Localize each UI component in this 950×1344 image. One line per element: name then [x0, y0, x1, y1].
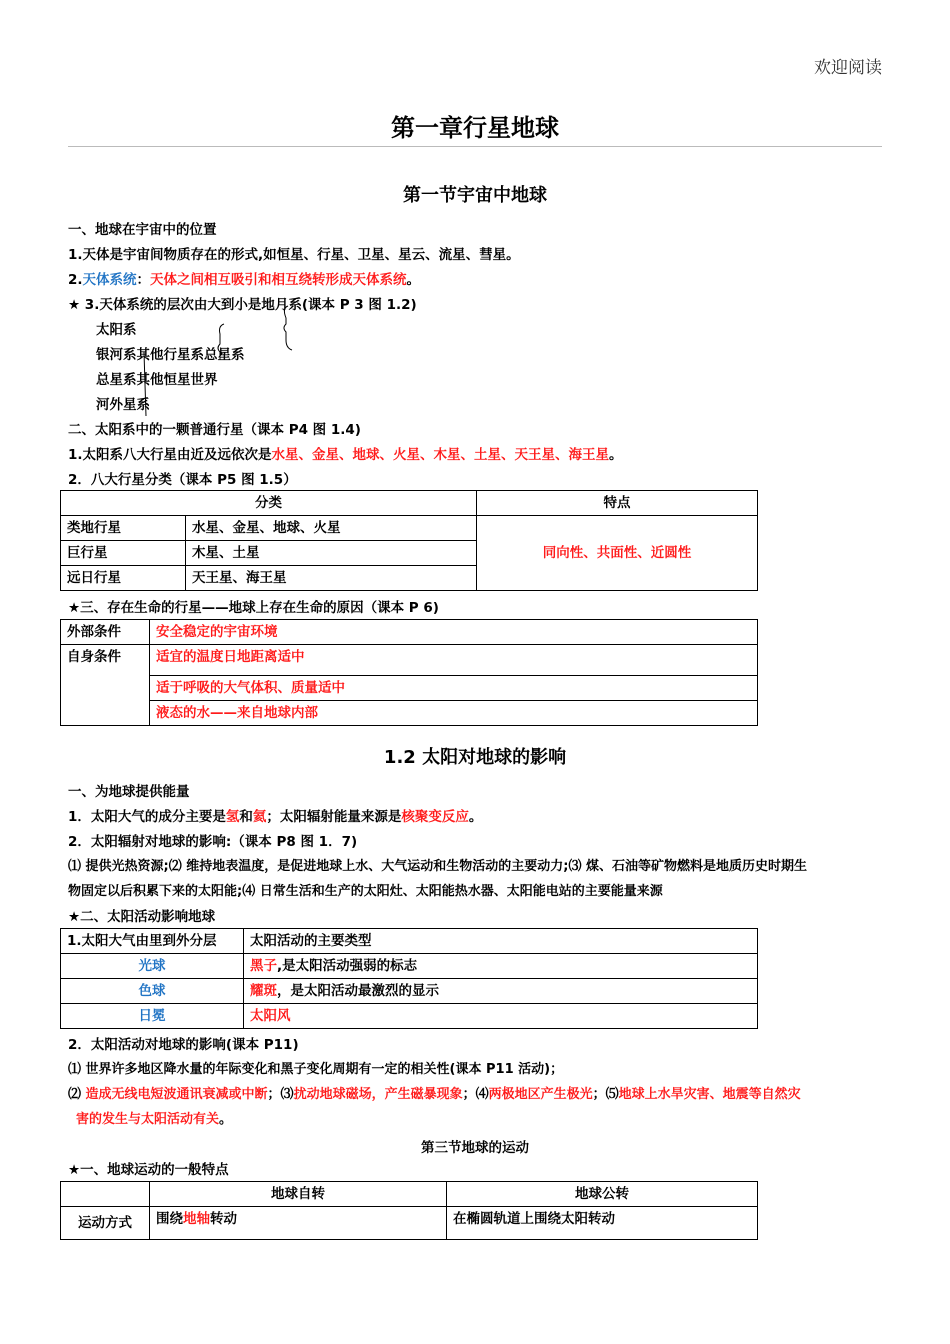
motion-header-revolution: 地球公转 — [447, 1182, 758, 1207]
layer-0: 光球 — [61, 954, 244, 979]
layer-1: 色球 — [61, 979, 244, 1004]
p2-def: 天体之间相互吸引和相互绕转形成天体系统 — [150, 272, 407, 288]
p1-a: 1．太阳大气的成分主要是 — [68, 809, 226, 825]
planet-members-2: 天王星、海王星 — [186, 566, 477, 591]
activity-1-name: 耀斑 — [250, 983, 277, 999]
planet-table-header-class: 分类 — [61, 491, 477, 516]
p6-n4: ；⑷ — [462, 1087, 489, 1102]
act-header-type: 太阳活动的主要类型 — [244, 929, 758, 954]
planet-members-1: 木星、土星 — [186, 541, 477, 566]
s1-heading-1: 一、地球在宇宙中的位置 — [68, 222, 217, 238]
s2-para-1 — [68, 808, 482, 826]
activity-0-name: 黑子 — [250, 958, 277, 974]
act-header-layer: 1.太阳大气由里到外分层 — [61, 929, 244, 954]
s2-heading-1: 一、为地球提供能量 — [68, 784, 190, 800]
section1-title: 第一节宇宙中地球 — [403, 185, 547, 206]
rot-a: 围绕 — [156, 1211, 183, 1227]
planet-feature: 同向性、共面性、近圆性 — [477, 516, 758, 591]
planet-type-0: 类地行星 — [61, 516, 186, 541]
planet-class-table — [60, 490, 758, 591]
tree-item-1: 银河系其他行星系总星系 — [96, 347, 245, 363]
s2-para-6b — [76, 1111, 232, 1129]
welcome-text: 欢迎阅读 — [814, 58, 882, 78]
effect-5: 地球上水旱灾害、地震等自然灾 — [618, 1087, 801, 1102]
external-label: 外部条件 — [61, 620, 150, 645]
s2-para-3b: 物固定以后积累下来的太阳能;⑷ 日常生活和生产的太阳灶、太阳能热水器、太阳能电站的主要能量来源 — [68, 884, 663, 899]
effect-4: 两极地区产生极光 — [488, 1087, 593, 1102]
s1-para-2 — [68, 271, 420, 289]
helium: 氦 — [252, 809, 267, 825]
tree-item-0: 太阳系 — [96, 322, 137, 338]
p6-n5: ；⑸ — [592, 1087, 619, 1102]
p2-end: 。 — [406, 272, 421, 288]
p1-b: ；太阳辐射能量来源是 — [266, 809, 402, 825]
activity-2 — [244, 1004, 758, 1029]
rot-b: 转动 — [210, 1211, 237, 1227]
external-value: 安全稳定的宇宙环境 — [150, 620, 758, 645]
internal-label: 自身条件 — [61, 645, 150, 726]
s2-para-5: ⑴ 世界许多地区降水量的年际变化和黑子变化周期有一定的相关性(课本 P11 活动)； — [68, 1062, 564, 1077]
section2-title: 1.2 太阳对地球的影响 — [383, 747, 567, 768]
effect-2: 造成无线电短波通讯衰减或中断 — [85, 1087, 268, 1102]
planet-table-header-feature: 特点 — [477, 491, 758, 516]
activity-0 — [244, 954, 758, 979]
s1-para-5: 2．八大行星分类（课本 P5 图 1.5） — [68, 472, 297, 488]
tree-item-2: 总星系其他恒星世界 — [96, 372, 218, 388]
s1-para-3: ★ 3.天体系统的层次由大到小是地月系(课本 P 3 图 1.2) — [68, 297, 417, 313]
rotation-cell — [150, 1207, 447, 1240]
hierarchy-brace-lines — [140, 300, 310, 420]
layer-2: 日冕 — [61, 1004, 244, 1029]
internal-value-0: 适宜的温度日地距离适中 — [150, 645, 758, 676]
planet-type-2: 远日行星 — [61, 566, 186, 591]
tree-item-3: 河外星系 — [96, 397, 150, 413]
p1-and: 和 — [239, 809, 253, 825]
p6-n3: ；⑶ — [267, 1087, 294, 1102]
motion-corner — [61, 1182, 150, 1207]
activity-2-name: 太阳风 — [250, 1008, 291, 1024]
s2-heading-2: ★二、太阳活动影响地球 — [68, 909, 216, 925]
s2-para-4: 2．太阳活动对地球的影响(课本 P11) — [68, 1037, 299, 1053]
planet-list: 水星、金星、地球、火星、木星、土星、天王星、海王星 — [271, 447, 610, 463]
activity-0-desc: ,是太阳活动强弱的标志 — [277, 958, 418, 974]
motion-row-label: 运动方式 — [61, 1207, 150, 1240]
effect-3: 扰动地球磁场，产生磁暴现象 — [293, 1087, 463, 1102]
p4-end: 。 — [609, 447, 623, 463]
effect-5-cont: 害的发生与太阳活动有关 — [76, 1112, 220, 1127]
activity-1 — [244, 979, 758, 1004]
planet-type-1: 巨行星 — [61, 541, 186, 566]
internal-value-2: 液态的水——来自地球内部 — [150, 701, 758, 726]
activity-1-desc: ，是太阳活动最激烈的显示 — [277, 983, 439, 999]
p4-pre: 1.太阳系八大行星由近及远依次是 — [68, 447, 272, 463]
s1-heading-2: 二、太阳系中的一颗普通行星（课本 P4 图 1.4) — [68, 422, 361, 438]
motion-header-rotation: 地球自转 — [150, 1182, 447, 1207]
earth-axis: 地轴 — [183, 1211, 210, 1227]
s1-heading-3: ★三、存在生命的行星——地球上存在生命的原因（课本 P 6) — [68, 600, 439, 616]
earth-motion-table — [60, 1181, 758, 1240]
s3-heading-1: ★一、地球运动的一般特点 — [68, 1162, 229, 1178]
p2-colon: ： — [136, 272, 151, 288]
p6-n2: ⑵ — [68, 1087, 86, 1102]
p1-end: 。 — [468, 809, 483, 825]
s2-para-6 — [68, 1086, 801, 1104]
section3-title: 第三节地球的运动 — [421, 1140, 529, 1156]
solar-activity-table — [60, 928, 758, 1029]
s2-para-2: 2．太阳辐射对地球的影响:（课本 P8 图 1．7) — [68, 834, 358, 850]
title-divider — [68, 146, 882, 147]
revolution-cell: 在椭圆轨道上围绕太阳转动 — [447, 1207, 758, 1240]
life-conditions-table — [60, 619, 758, 726]
s2-para-3: ⑴ 提供光热资源;⑵ 维持地表温度，是促进地球上水、大气运动和生物活动的主要动力;⑶ 煤、石油等矿物燃料是地质历史时期生 — [68, 859, 807, 874]
planet-members-0: 水星、金星、地球、火星 — [186, 516, 477, 541]
s1-para-1: 1.天体是宇宙间物质存在的形式,如恒星、行星、卫星、星云、流星、彗星。 — [68, 247, 520, 263]
s1-para-4 — [68, 446, 623, 464]
energy-source: 核聚变反应 — [401, 809, 469, 825]
hydrogen: 氢 — [225, 809, 240, 825]
p6b-end: 。 — [219, 1112, 233, 1127]
p2-num: 2. — [68, 272, 83, 288]
p2-term: 天体系统 — [82, 272, 137, 288]
internal-value-1: 适于呼吸的大气体积、质量适中 — [150, 676, 758, 701]
chapter-title: 第一章行星地球 — [391, 114, 559, 142]
